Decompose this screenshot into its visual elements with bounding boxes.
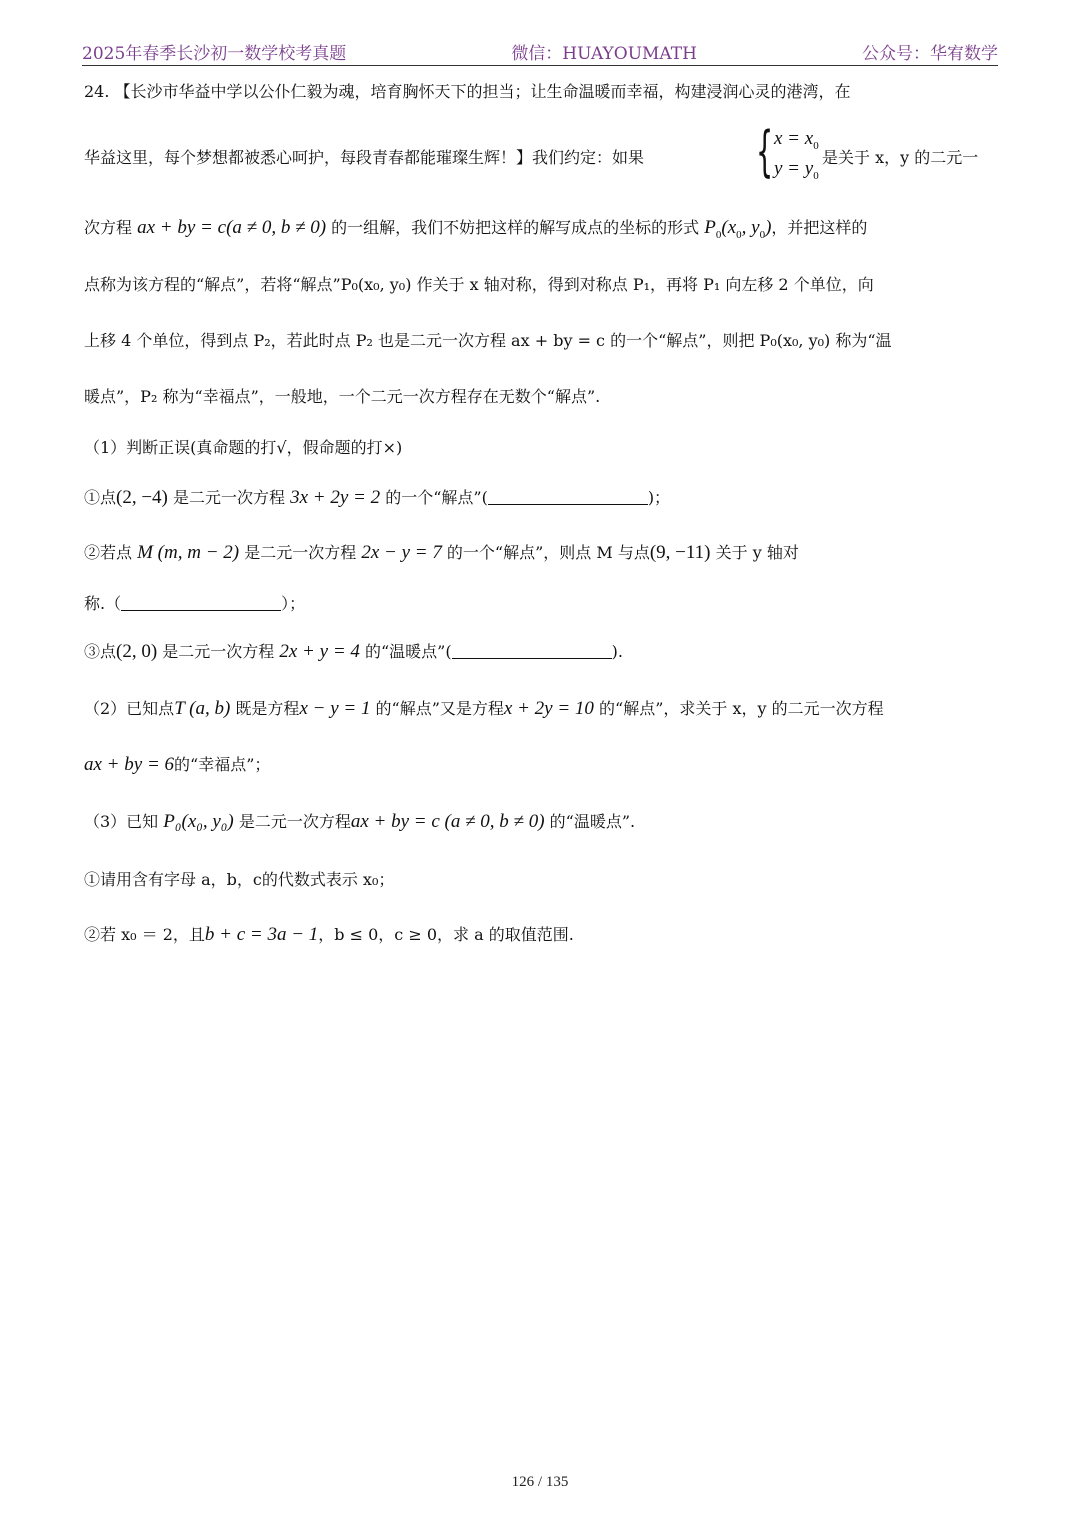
part1-question-3: ③点(2, 0) 是二元一次方程 2x + y = 4 的“温暖点”( ). (84, 641, 623, 662)
page-header (82, 38, 998, 64)
answer-blank-2[interactable] (121, 592, 281, 611)
part3-line-1: （3）已知 P₀(x₀, y₀) 是二元一次方程ax + by = c (a ≠ 0, b ≠ 0) 的“温暖点”. (84, 811, 636, 832)
problem-intro-line-6: 暖点”，P₂ 称为“幸福点”，一般地，一个二元一次方程存在无数个“解点”. (84, 387, 601, 406)
brace: { (756, 120, 774, 183)
header-account: 公众号：华宥数学 (861, 43, 998, 64)
problem-intro-line-1: 24. 【长沙市华益中学以公仆仁毅为魂，培育胸怀天下的担当；让生命温暖而幸福，构建浸润心灵的港湾，在 (84, 82, 851, 101)
header-wechat: 微信：HUAYOUMATH (511, 43, 697, 64)
part3-question-2: ②若 x₀ ＝ 2，且b + c = 3a − 1，b ≤ 0，c ≥ 0，求 a 的取值范围. (84, 924, 574, 945)
page-number: 126 / 135 (511, 1474, 569, 1490)
problem-intro-line-5: 上移 4 个单位，得到点 P₂，若此时点 P₂ 也是二元一次方程 ax + by = c 的一个“解点”，则把 P₀(x₀, y₀) 称为“温 (84, 331, 892, 350)
problem-intro-line-3: 次方程 ax + by = c(a ≠ 0, b ≠ 0) 的一组解，我们不妨把这样的解写成点的坐标的形式 $P_0(x_0$, $y_0$)，并把这样的 (84, 217, 868, 241)
part1-title: （1）判断正误(真命题的打√，假命题的打×) (84, 438, 403, 457)
problem-intro-line-2: 华益这里，每个梦想都被悉心呵护，每段青春都能璀璨生辉！】我们约定：如果 (84, 148, 645, 167)
problem-intro-line-4: 点称为该方程的“解点”，若将“解点”P₀(x₀, y₀) 作关于 x 轴对称，得到对称点 P₁，再将 P₁ 向左移 2 个单位，向 (84, 275, 874, 294)
problem-number: 24. (84, 82, 110, 101)
part1-question-2: ②若点 M (m, m − 2) 是二元一次方程 2x − y = 7 的一个“解点”，则点 M 与点(9, −11) 关于 y 轴对 (84, 542, 799, 563)
part1-question-1: ①点(2, −4) 是二元一次方程 3x + 2y = 2 的一个“解点”( )； (84, 487, 671, 508)
answer-blank-1[interactable] (488, 486, 648, 505)
part3-question-1: ①请用含有字母 a，b，c的代数式表示 x₀； (84, 870, 395, 889)
header-divider (82, 65, 998, 66)
answer-blank-3[interactable] (452, 640, 612, 659)
header-title: 2025年春季长沙初一数学校考真题 (82, 43, 347, 64)
part1-question-2-cont: 称.（ ）； (84, 594, 306, 613)
part2-line-2: ax + by = 6的“幸福点”； (84, 754, 271, 775)
part2-line-1: （2）已知点T (a, b) 既是方程x − y = 1 的“解点”又是方程x + 2y = 10 的“解点”，求关于 x，y 的二元一次方程 (84, 698, 884, 719)
